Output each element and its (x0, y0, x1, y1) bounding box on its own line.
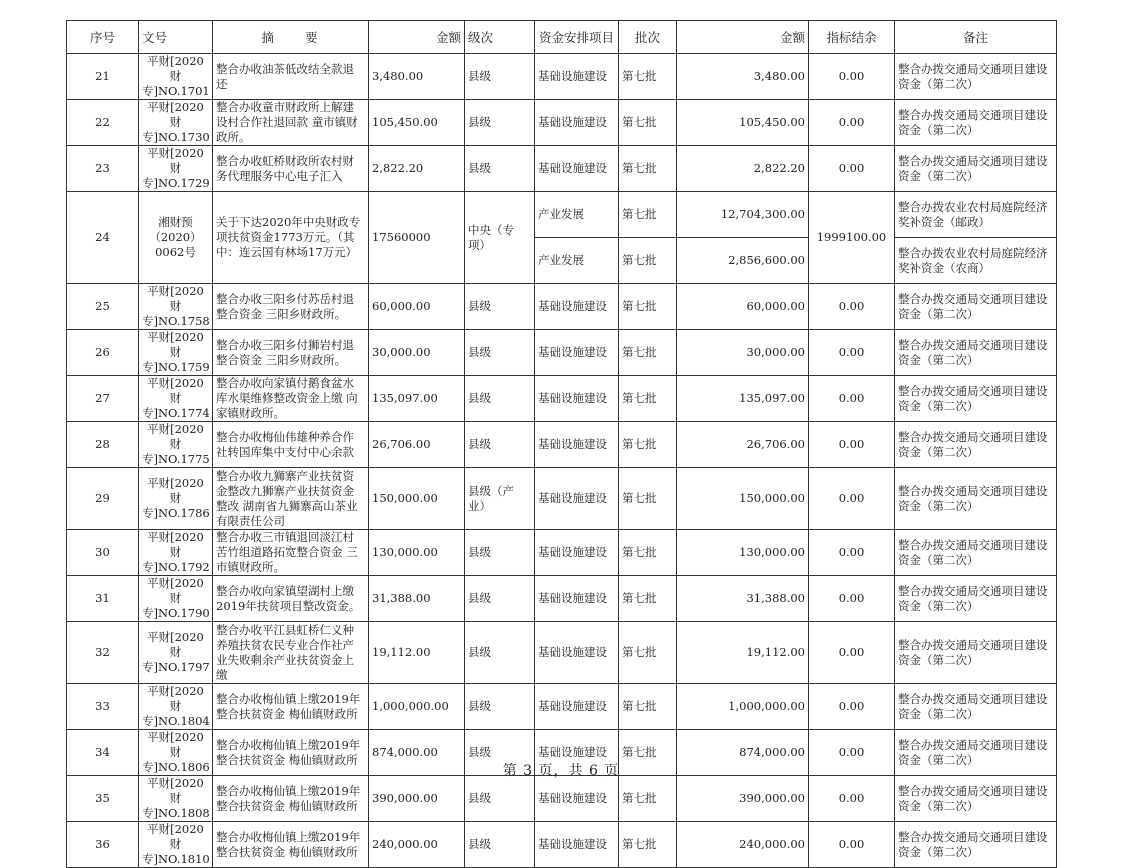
row-remark: 整合办拨交通局交通项目建设资金（第二次） (895, 576, 1057, 622)
row-doc-no: 湘财预（2020）0062号 (139, 192, 213, 284)
row-seq: 21 (67, 54, 139, 100)
row-seq: 28 (67, 422, 139, 468)
row-project: 基础设施建设 (535, 468, 619, 530)
row-batch: 第七批 (619, 100, 677, 146)
row-seq: 34 (67, 730, 139, 776)
row-level: 县级 (465, 54, 535, 100)
row-remark: 整合办拨农业农村局庭院经济奖补资金（农商） (895, 238, 1057, 284)
row-level: 县级 (465, 284, 535, 330)
row-balance: 0.00 (809, 576, 895, 622)
row-summary: 整合办收梅仙镇上缴2019年整合扶贫资金 梅仙镇财政所 (213, 776, 369, 822)
row-amount-2: 150,000.00 (677, 468, 809, 530)
row-summary: 整合办收梅仙镇上缴2019年整合扶贫资金 梅仙镇财政所 (213, 684, 369, 730)
row-level: 县级 (465, 330, 535, 376)
row-batch: 第七批 (619, 330, 677, 376)
row-doc-no: 平财[2020财专]NO.1775 (139, 422, 213, 468)
row-project: 基础设施建设 (535, 146, 619, 192)
row-level: 县级 (465, 576, 535, 622)
row-amount-2: 1,000,000.00 (677, 684, 809, 730)
row-level: 县级 (465, 376, 535, 422)
row-amount: 130,000.00 (369, 530, 465, 576)
row-project: 基础设施建设 (535, 684, 619, 730)
row-level: 县级 (465, 730, 535, 776)
table-row (67, 100, 1057, 146)
row-remark: 整合办拨交通局交通项目建设资金（第二次） (895, 822, 1057, 868)
table-row (67, 376, 1057, 422)
row-doc-no: 平财[2020财专]NO.1797 (139, 622, 213, 684)
row-balance: 0.00 (809, 822, 895, 868)
row-amount-2: 2,822.20 (677, 146, 809, 192)
row-project: 基础设施建设 (535, 576, 619, 622)
row-batch: 第七批 (619, 422, 677, 468)
row-project: 基础设施建设 (535, 54, 619, 100)
row-level: 县级 (465, 684, 535, 730)
row-summary: 整合办收童市财政所上解建设村合作社退回款 童市镇财政所。 (213, 100, 369, 146)
row-seq: 33 (67, 684, 139, 730)
row-seq: 32 (67, 622, 139, 684)
row-seq: 31 (67, 576, 139, 622)
row-amount: 30,000.00 (369, 330, 465, 376)
row-project: 产业发展 (535, 238, 619, 284)
row-summary: 整合办收虹桥财政所农村财务代理服务中心电子汇入 (213, 146, 369, 192)
row-amount: 150,000.00 (369, 468, 465, 530)
row-remark: 整合办拨交通局交通项目建设资金（第二次） (895, 468, 1057, 530)
header-seq: 序号 (67, 21, 139, 54)
row-doc-no: 平财[2020财专]NO.1759 (139, 330, 213, 376)
row-summary: 整合办收向家镇付鹅食盆水库水渠维修整改资金上缴 向家镇财政所。 (213, 376, 369, 422)
row-batch: 第七批 (619, 238, 677, 284)
row-amount: 26,706.00 (369, 422, 465, 468)
row-amount-2: 105,450.00 (677, 100, 809, 146)
table-row (67, 192, 1057, 238)
row-amount-2: 130,000.00 (677, 530, 809, 576)
row-batch: 第七批 (619, 684, 677, 730)
header-balance: 指标结余 (809, 21, 895, 54)
table-row (67, 422, 1057, 468)
row-doc-no: 平财[2020财专]NO.1804 (139, 684, 213, 730)
row-amount: 17560000 (369, 192, 465, 284)
row-remark: 整合办拨交通局交通项目建设资金（第二次） (895, 730, 1057, 776)
row-remark: 整合办拨交通局交通项目建设资金（第二次） (895, 54, 1057, 100)
table-row (67, 330, 1057, 376)
row-seq: 29 (67, 468, 139, 530)
row-project: 基础设施建设 (535, 822, 619, 868)
row-level: 县级 (465, 146, 535, 192)
table-row (67, 776, 1057, 822)
row-doc-no: 平财[2020财专]NO.1774 (139, 376, 213, 422)
row-balance: 0.00 (809, 468, 895, 530)
row-doc-no: 平财[2020财专]NO.1806 (139, 730, 213, 776)
row-amount-2: 12,704,300.00 (677, 192, 809, 238)
row-remark: 整合办拨交通局交通项目建设资金（第二次） (895, 530, 1057, 576)
row-amount-2: 3,480.00 (677, 54, 809, 100)
row-balance: 0.00 (809, 146, 895, 192)
row-balance: 0.00 (809, 684, 895, 730)
header-project: 资金安排项目 (535, 21, 619, 54)
row-summary: 整合办收梅仙镇上缴2019年整合扶贫资金 梅仙镇财政所 (213, 730, 369, 776)
row-remark: 整合办拨农业农村局庭院经济奖补资金（邮政） (895, 192, 1057, 238)
row-project: 基础设施建设 (535, 422, 619, 468)
row-project: 产业发展 (535, 192, 619, 238)
row-project: 基础设施建设 (535, 776, 619, 822)
row-balance: 0.00 (809, 284, 895, 330)
header-level: 级次 (465, 21, 535, 54)
row-project: 基础设施建设 (535, 330, 619, 376)
table-row (67, 576, 1057, 622)
row-level: 中央（专项） (465, 192, 535, 284)
header-batch: 批次 (619, 21, 677, 54)
row-batch: 第七批 (619, 468, 677, 530)
table-row (67, 622, 1057, 684)
row-amount: 31,388.00 (369, 576, 465, 622)
row-doc-no: 平财[2020财专]NO.1790 (139, 576, 213, 622)
row-batch: 第七批 (619, 622, 677, 684)
ledger-body (67, 54, 1057, 868)
row-summary: 整合办收三阳乡付狮岩村退整合资金 三阳乡财政所。 (213, 330, 369, 376)
row-summary: 关于下达2020年中央财政专项扶贫资金1773万元。（其中：连云国有林场17万元） (213, 192, 369, 284)
row-doc-no: 平财[2020财专]NO.1810 (139, 822, 213, 868)
row-amount-2: 390,000.00 (677, 776, 809, 822)
row-amount-2: 26,706.00 (677, 422, 809, 468)
header-remark: 备注 (895, 21, 1057, 54)
row-amount: 105,450.00 (369, 100, 465, 146)
row-batch: 第七批 (619, 192, 677, 238)
row-doc-no: 平财[2020财专]NO.1730 (139, 100, 213, 146)
row-summary: 整合办收油茶低改结全款退还 (213, 54, 369, 100)
header-amount-2: 金额 (677, 21, 809, 54)
row-seq: 25 (67, 284, 139, 330)
row-doc-no: 平财[2020财专]NO.1758 (139, 284, 213, 330)
row-remark: 整合办拨交通局交通项目建设资金（第二次） (895, 146, 1057, 192)
row-amount-2: 60,000.00 (677, 284, 809, 330)
table-row (67, 684, 1057, 730)
header-doc-no: 文号 (139, 21, 213, 54)
row-remark: 整合办拨交通局交通项目建设资金（第二次） (895, 422, 1057, 468)
row-level: 县级 (465, 622, 535, 684)
row-amount: 390,000.00 (369, 776, 465, 822)
table-row (67, 284, 1057, 330)
row-balance: 0.00 (809, 776, 895, 822)
row-summary: 整合办收梅仙伟雄种养合作社转国库集中支付中心余款 (213, 422, 369, 468)
row-balance: 0.00 (809, 422, 895, 468)
row-remark: 整合办拨交通局交通项目建设资金（第二次） (895, 330, 1057, 376)
table-row (67, 468, 1057, 530)
row-batch: 第七批 (619, 776, 677, 822)
row-project: 基础设施建设 (535, 530, 619, 576)
row-seq: 22 (67, 100, 139, 146)
header-summary: 摘 要 (213, 21, 369, 54)
row-level: 县级 (465, 776, 535, 822)
row-amount-2: 240,000.00 (677, 822, 809, 868)
row-batch: 第七批 (619, 146, 677, 192)
row-balance: 0.00 (809, 100, 895, 146)
row-amount: 1,000,000.00 (369, 684, 465, 730)
row-amount: 240,000.00 (369, 822, 465, 868)
row-amount: 19,112.00 (369, 622, 465, 684)
table-row (67, 822, 1057, 868)
row-amount-2: 135,097.00 (677, 376, 809, 422)
row-summary: 整合办收梅仙镇上缴2019年整合扶贫资金 梅仙镇财政所 (213, 822, 369, 868)
row-seq: 30 (67, 530, 139, 576)
row-project: 基础设施建设 (535, 376, 619, 422)
row-batch: 第七批 (619, 376, 677, 422)
row-level: 县级（产业） (465, 468, 535, 530)
row-batch: 第七批 (619, 730, 677, 776)
row-level: 县级 (465, 100, 535, 146)
row-summary: 整合办收九狮寨产业扶贫资金整改九狮寨产业扶贫资金整改 湖南省九狮寨高山茶业有限责任公司 (213, 468, 369, 530)
row-seq: 36 (67, 822, 139, 868)
row-balance: 0.00 (809, 54, 895, 100)
header-amount: 金额 (369, 21, 465, 54)
row-seq: 27 (67, 376, 139, 422)
row-seq: 26 (67, 330, 139, 376)
row-seq: 24 (67, 192, 139, 284)
row-batch: 第七批 (619, 576, 677, 622)
row-remark: 整合办拨交通局交通项目建设资金（第二次） (895, 684, 1057, 730)
header-row (67, 21, 1057, 54)
page-footer: 第 3 页，共 6 页 (502, 763, 620, 779)
row-remark: 整合办拨交通局交通项目建设资金（第二次） (895, 284, 1057, 330)
row-amount-2: 874,000.00 (677, 730, 809, 776)
row-balance: 1999100.00 (809, 192, 895, 284)
row-amount: 60,000.00 (369, 284, 465, 330)
row-batch: 第七批 (619, 530, 677, 576)
row-balance: 0.00 (809, 376, 895, 422)
row-summary: 整合办收三市镇退回淡江村苦竹组道路拓宽整合资金 三市镇财政所。 (213, 530, 369, 576)
row-doc-no: 平财[2020财专]NO.1786 (139, 468, 213, 530)
row-amount: 3,480.00 (369, 54, 465, 100)
row-summary: 整合办收向家镇望湖村上缴2019年扶贫项目整改资金。 (213, 576, 369, 622)
row-batch: 第七批 (619, 54, 677, 100)
row-balance: 0.00 (809, 530, 895, 576)
row-summary: 整合办收平江县虹桥仁义种养殖扶贫农民专业合作社产业失败剩余产业扶贫资金上缴 (213, 622, 369, 684)
row-doc-no: 平财[2020财专]NO.1729 (139, 146, 213, 192)
row-batch: 第七批 (619, 822, 677, 868)
row-remark: 整合办拨交通局交通项目建设资金（第二次） (895, 622, 1057, 684)
row-amount: 874,000.00 (369, 730, 465, 776)
row-level: 县级 (465, 822, 535, 868)
row-project: 基础设施建设 (535, 622, 619, 684)
row-balance: 0.00 (809, 730, 895, 776)
row-amount-2: 30,000.00 (677, 330, 809, 376)
row-doc-no: 平财[2020财专]NO.1792 (139, 530, 213, 576)
row-amount-2: 19,112.00 (677, 622, 809, 684)
row-doc-no: 平财[2020财专]NO.1701 (139, 54, 213, 100)
row-seq: 23 (67, 146, 139, 192)
table-row (67, 146, 1057, 192)
row-level: 县级 (465, 422, 535, 468)
table-row (67, 530, 1057, 576)
row-seq: 35 (67, 776, 139, 822)
row-balance: 0.00 (809, 330, 895, 376)
row-amount: 135,097.00 (369, 376, 465, 422)
row-summary: 整合办收三阳乡付苏岳村退整合资金 三阳乡财政所。 (213, 284, 369, 330)
row-remark: 整合办拨交通局交通项目建设资金（第二次） (895, 376, 1057, 422)
row-remark: 整合办拨交通局交通项目建设资金（第二次） (895, 100, 1057, 146)
row-amount-2: 31,388.00 (677, 576, 809, 622)
row-remark: 整合办拨交通局交通项目建设资金（第二次） (895, 776, 1057, 822)
row-batch: 第七批 (619, 284, 677, 330)
row-project: 基础设施建设 (535, 284, 619, 330)
row-project: 基础设施建设 (535, 730, 619, 776)
row-level: 县级 (465, 530, 535, 576)
row-project: 基础设施建设 (535, 100, 619, 146)
row-amount: 2,822.20 (369, 146, 465, 192)
row-balance: 0.00 (809, 622, 895, 684)
table-row (67, 54, 1057, 100)
row-amount-2: 2,856,600.00 (677, 238, 809, 284)
row-doc-no: 平财[2020财专]NO.1808 (139, 776, 213, 822)
fund-ledger-table (66, 20, 1057, 868)
